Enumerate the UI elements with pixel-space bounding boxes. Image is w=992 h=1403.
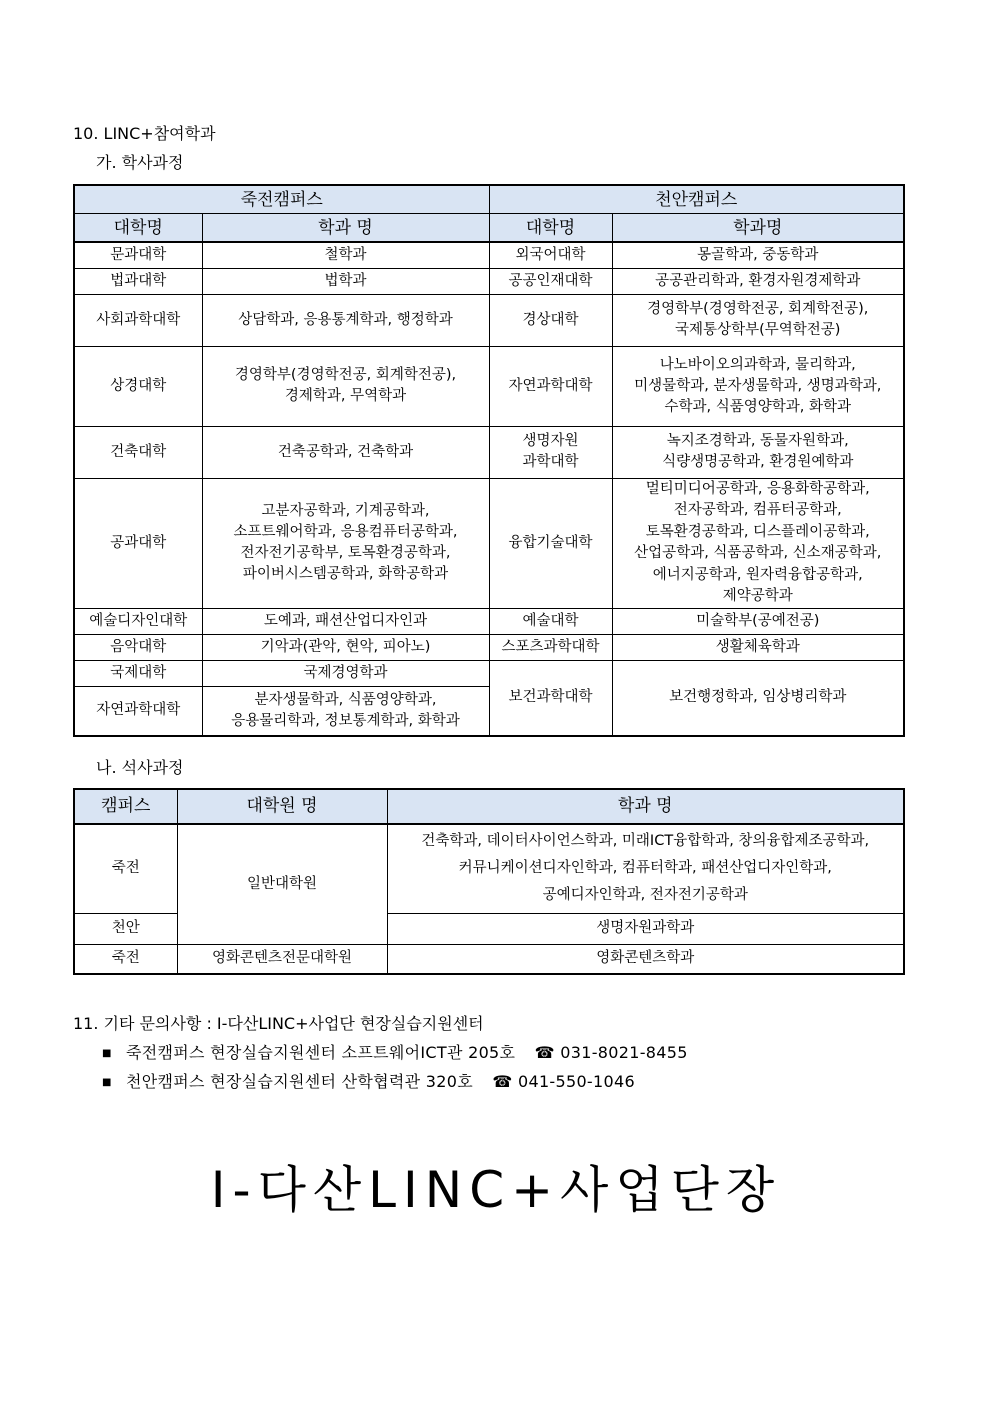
jukjeon-dept-cell: 분자생물학과, 식품영양학과, 응용물리학과, 정보통계학과, 화학과 <box>202 686 489 736</box>
jukjeon-dept-cell: 국제경영학과 <box>202 660 489 686</box>
jukjeon-college-cell: 법과대학 <box>74 268 202 294</box>
bachelor-row <box>74 608 904 634</box>
bachelor-row <box>74 634 904 660</box>
jukjeon-college-cell: 자연과학대학 <box>74 686 202 736</box>
col-dept-right: 학과명 <box>612 214 904 243</box>
jukjeon-college-cell: 건축대학 <box>74 426 202 478</box>
contact-text: 죽전캠퍼스 현장실습지원센터 소프트웨어ICT관 205호 <box>126 1043 516 1062</box>
jukjeon-dept-cell: 법학과 <box>202 268 489 294</box>
bachelor-table <box>73 184 905 737</box>
master-table <box>73 788 905 975</box>
cheonan-college-cell: 자연과학대학 <box>489 346 612 426</box>
bachelor-row <box>74 426 904 478</box>
bachelor-row <box>74 660 904 686</box>
bachelor-row <box>74 242 904 268</box>
phone-icon: ☎ <box>492 1072 513 1091</box>
campus-cheonan-header: 천안캠퍼스 <box>489 185 904 214</box>
jukjeon-college-cell: 사회과학대학 <box>74 294 202 346</box>
master-campus-cell: 천안 <box>74 913 177 944</box>
jukjeon-college-cell: 국제대학 <box>74 660 202 686</box>
cheonan-college-cell: 스포츠과학대학 <box>489 634 612 660</box>
col-college-right: 대학명 <box>489 214 612 243</box>
cheonan-dept-cell: 몽골학과, 중동학과 <box>612 242 904 268</box>
jukjeon-dept-cell: 상담학과, 응용통계학과, 행정학과 <box>202 294 489 346</box>
contact-phone: 041-550-1046 <box>517 1072 635 1091</box>
bachelor-row <box>74 346 904 426</box>
master-subtitle: 나. 석사과정 <box>96 758 184 777</box>
contact-jukjeon <box>102 1040 688 1063</box>
cheonan-college-cell: 융합기술대학 <box>489 478 612 608</box>
jukjeon-college-cell: 공과대학 <box>74 478 202 608</box>
grad-school-cell: 일반대학원 <box>177 824 387 944</box>
cheonan-college-cell: 경상대학 <box>489 294 612 346</box>
cheonan-college-cell: 생명자원 과학대학 <box>489 426 612 478</box>
master-dept-cell: 생명자원과학과 <box>387 913 904 944</box>
jukjeon-college-cell: 문과대학 <box>74 242 202 268</box>
cheonan-dept-cell: 미술학부(공예전공) <box>612 608 904 634</box>
contact-phone: 031-8021-8455 <box>560 1043 688 1062</box>
campus-jukjeon-header: 죽전캠퍼스 <box>74 185 489 214</box>
cheonan-dept-cell: 보건행정학과, 임상병리학과 <box>612 660 904 736</box>
master-dept-cell: 영화콘텐츠학과 <box>387 944 904 974</box>
jukjeon-dept-cell: 도예과, 패션산업디자인과 <box>202 608 489 634</box>
jukjeon-dept-cell: 경영학부(경영학전공, 회계학전공), 경제학과, 무역학과 <box>202 346 489 426</box>
jukjeon-college-cell: 예술디자인대학 <box>74 608 202 634</box>
cheonan-college-cell: 외국어대학 <box>489 242 612 268</box>
jukjeon-dept-cell: 기악과(관악, 현악, 피아노) <box>202 634 489 660</box>
bachelor-row <box>74 268 904 294</box>
col-dept-left: 학과 명 <box>202 214 489 243</box>
cheonan-dept-cell: 공공관리학과, 환경자원경제학과 <box>612 268 904 294</box>
col-master-dept: 학과 명 <box>387 789 904 824</box>
footer-signature: I-다산LINC+사업단장 <box>210 1161 782 1219</box>
cheonan-dept-cell: 생활체육학과 <box>612 634 904 660</box>
master-dept-cell: 건축학과, 데이터사이언스학과, 미래ICT융합학과, 창의융합제조공학과, 커뮤니케이션디자인학과, 컴퓨터학과, 패션산업디자인학과, 공예디자인학과, 전자전기공학과 <box>387 824 904 913</box>
section-10-title: 10. LINC+참여학과 <box>73 124 216 143</box>
section-11-title: 11. 기타 문의사항 : I-다산LINC+사업단 현장실습지원센터 <box>73 1014 484 1033</box>
bachelor-subtitle: 가. 학사과정 <box>96 153 184 172</box>
bachelor-row <box>74 294 904 346</box>
master-campus-cell: 죽전 <box>74 824 177 913</box>
bullet-icon: ■ <box>102 1048 112 1059</box>
bullet-icon: ■ <box>102 1077 112 1088</box>
master-campus-cell: 죽전 <box>74 944 177 974</box>
col-college-left: 대학명 <box>74 214 202 243</box>
bachelor-row <box>74 478 904 608</box>
phone-icon: ☎ <box>534 1043 555 1062</box>
jukjeon-college-cell: 음악대학 <box>74 634 202 660</box>
cheonan-college-cell: 보건과학대학 <box>489 660 612 736</box>
cheonan-dept-cell: 멀티미디어공학과, 응용화학공학과, 전자공학과, 컴퓨터공학과, 토목환경공학과, 디스플레이공학과, 산업공학과, 식품공학과, 신소재공학과, 에너지공학과, 원자력융합공학과, 제약공학과 <box>612 478 904 608</box>
col-grad-school: 대학원 명 <box>177 789 387 824</box>
grad-school-cell: 영화콘텐츠전문대학원 <box>177 944 387 974</box>
cheonan-dept-cell: 나노바이오의과학과, 물리학과, 미생물학과, 분자생물학과, 생명과학과, 수학과, 식품영양학과, 화학과 <box>612 346 904 426</box>
jukjeon-dept-cell: 고분자공학과, 기계공학과, 소프트웨어학과, 응용컴퓨터공학과, 전자전기공학부, 토목환경공학과, 파이버시스템공학과, 화학공학과 <box>202 478 489 608</box>
contact-cheonan <box>102 1069 635 1092</box>
jukjeon-college-cell: 상경대학 <box>74 346 202 426</box>
col-campus: 캠퍼스 <box>74 789 177 824</box>
cheonan-dept-cell: 경영학부(경영학전공, 회계학전공), 국제통상학부(무역학전공) <box>612 294 904 346</box>
contact-text: 천안캠퍼스 현장실습지원센터 산학협력관 320호 <box>126 1072 473 1091</box>
jukjeon-dept-cell: 건축공학과, 건축학과 <box>202 426 489 478</box>
cheonan-college-cell: 공공인재대학 <box>489 268 612 294</box>
cheonan-college-cell: 예술대학 <box>489 608 612 634</box>
cheonan-dept-cell: 녹지조경학과, 동물자원학과, 식량생명공학과, 환경원예학과 <box>612 426 904 478</box>
jukjeon-dept-cell: 철학과 <box>202 242 489 268</box>
